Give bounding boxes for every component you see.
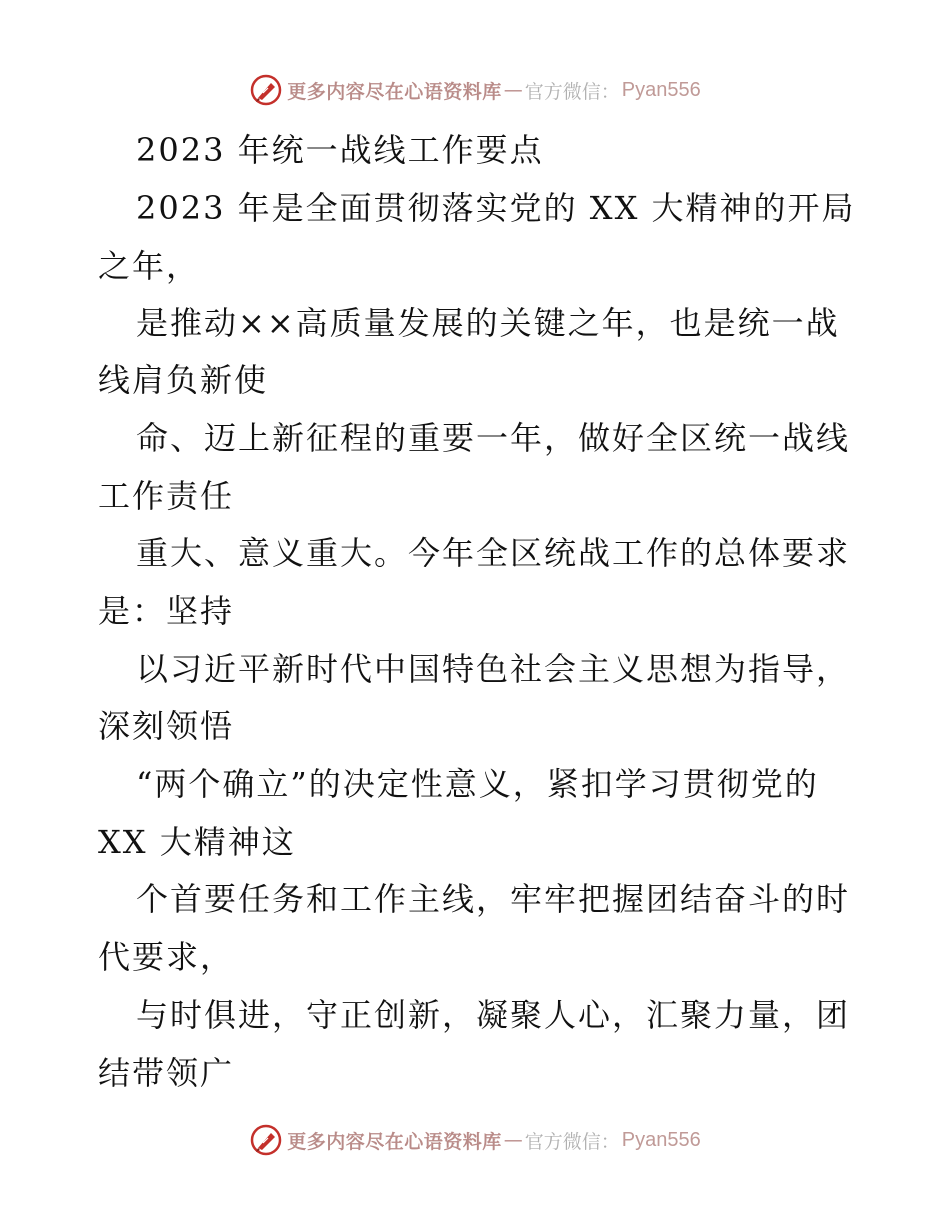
watermark-wechat-id: Pyan556: [621, 78, 701, 101]
watermark-separator: —: [503, 1129, 523, 1151]
watermark-sub-text: 官方微信：: [524, 80, 620, 103]
paragraph-line: 命、迈上新征程的重要一年，做好全区统一战线: [136, 419, 851, 457]
fountain-pen-icon: [249, 73, 283, 107]
paragraph-line: 与时俱进，守正创新，凝聚人心，汇聚力量，团: [136, 996, 851, 1034]
fountain-pen-icon: [249, 1123, 283, 1157]
paragraph-line: 之年，: [98, 247, 201, 285]
paragraph-line: 重大、意义重大。今年全区统战工作的总体要求: [136, 534, 851, 572]
paragraph-line: 以习近平新时代中国特色社会主义思想为指导，: [136, 650, 851, 688]
watermark-wechat-id: Pyan556: [621, 1128, 701, 1151]
paragraph-line: 工作责任: [98, 477, 235, 515]
paragraph-line: 结带领广: [98, 1054, 235, 1092]
watermark-sub-text: 官方微信：: [524, 1130, 620, 1153]
paragraph-line: 2023 年是全面贯彻落实党的 XX 大精神的开局: [136, 189, 856, 227]
watermark-main-text: 更多内容尽在心语资料库: [287, 80, 502, 103]
paragraph-line: 深刻领悟: [98, 707, 235, 745]
watermark-main-text: 更多内容尽在心语资料库: [287, 1130, 502, 1153]
paragraph-line: XX 大精神这: [98, 823, 296, 861]
paragraph-line: 线肩负新使: [98, 361, 269, 399]
paragraph-line: 是：坚持: [98, 592, 235, 630]
header-watermark: [0, 70, 950, 110]
paragraph-line: 代要求，: [98, 938, 235, 976]
paragraph-line: 是推动××高质量发展的关键之年，也是统一战: [136, 304, 840, 342]
document-title: 2023 年统一战线工作要点: [136, 131, 544, 169]
footer-watermark: [0, 1120, 950, 1160]
paragraph-line: 个首要任务和工作主线，牢牢把握团结奋斗的时: [136, 880, 851, 918]
paragraph-line: “两个确立”的决定性意义，紧扣学习贯彻党的: [136, 765, 819, 803]
watermark-separator: —: [503, 79, 523, 101]
